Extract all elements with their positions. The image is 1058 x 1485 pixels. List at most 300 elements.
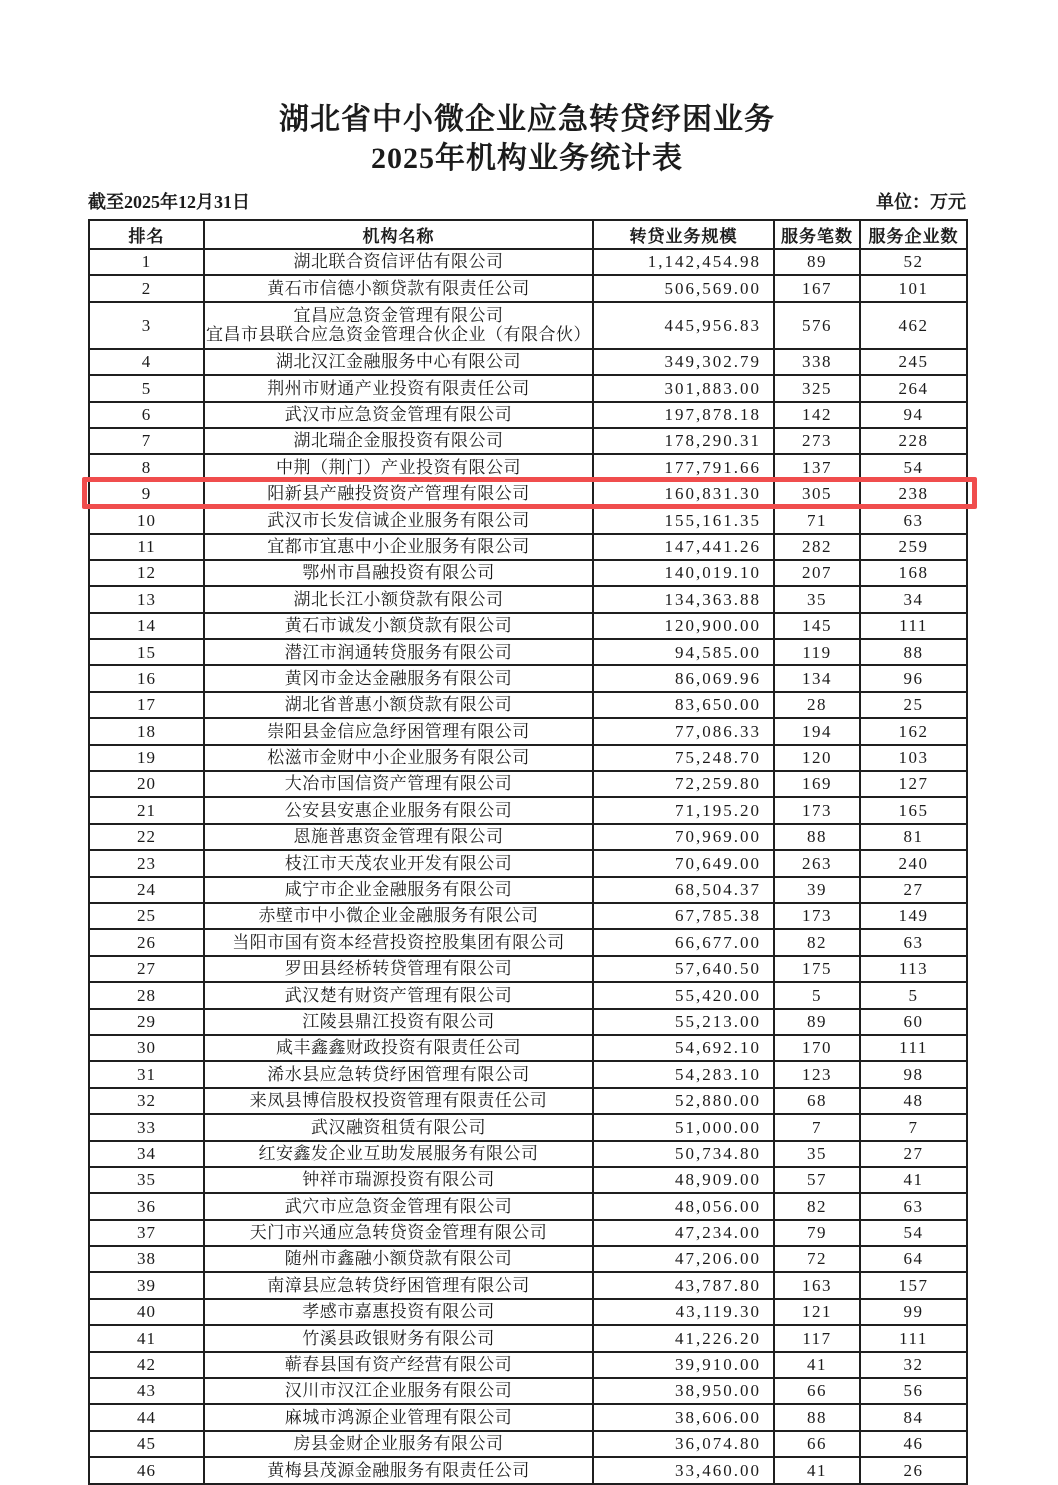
- scale-cell: 55,420.00: [593, 982, 774, 1008]
- count-cell: 338: [774, 349, 860, 375]
- rank-cell: 33: [89, 1114, 204, 1140]
- name-cell: [204, 1193, 593, 1219]
- name-cell: [204, 1220, 593, 1246]
- rank-cell: 45: [89, 1431, 204, 1457]
- table-row: [89, 824, 967, 850]
- count-cell: 119: [774, 639, 860, 665]
- rank-cell: 3: [89, 302, 204, 349]
- enterprise-count-cell: 48: [860, 1088, 967, 1114]
- count-cell: 137: [774, 454, 860, 480]
- scale-cell: 301,883.00: [593, 375, 774, 401]
- rank-cell: 14: [89, 613, 204, 639]
- institution-name: 孝感市嘉惠投资有限公司: [302, 1302, 495, 1322]
- institution-name: 黄梅县茂源金融服务有限责任公司: [267, 1460, 530, 1480]
- count-cell: 173: [774, 903, 860, 929]
- enterprise-count-cell: 96: [860, 665, 967, 691]
- table-row: [89, 613, 967, 639]
- rank-cell: 22: [89, 824, 204, 850]
- institution-name: 蕲春县国有资产经营有限公司: [284, 1355, 513, 1375]
- rank-cell: 23: [89, 850, 204, 876]
- institution-name: 江陵县鼎江投资有限公司: [302, 1011, 495, 1031]
- scale-cell: 33,460.00: [593, 1457, 774, 1483]
- rank-cell: 12: [89, 560, 204, 586]
- header-service-count: 服务笔数: [774, 220, 860, 249]
- count-cell: 41: [774, 1352, 860, 1378]
- scale-cell: 75,248.70: [593, 745, 774, 771]
- count-cell: 66: [774, 1378, 860, 1404]
- institution-name: 湖北瑞企金服投资有限公司: [293, 431, 504, 451]
- enterprise-count-cell: 228: [860, 428, 967, 454]
- institution-name: 潜江市润通转贷服务有限公司: [284, 642, 513, 662]
- rank-cell: 25: [89, 903, 204, 929]
- rank-cell: 32: [89, 1088, 204, 1114]
- enterprise-count-cell: 41: [860, 1167, 967, 1193]
- enterprise-count-cell: 63: [860, 1193, 967, 1219]
- rank-cell: 4: [89, 349, 204, 375]
- institution-name: 赤壁市中小微企业金融服务有限公司: [258, 906, 539, 926]
- rank-cell: 11: [89, 534, 204, 560]
- name-cell: [204, 903, 593, 929]
- count-cell: 66: [774, 1431, 860, 1457]
- table-row: [89, 275, 967, 301]
- rank-cell: 20: [89, 771, 204, 797]
- count-cell: 325: [774, 375, 860, 401]
- institution-name: 房县金财企业服务有限公司: [293, 1434, 504, 1454]
- enterprise-count-cell: 111: [860, 1325, 967, 1351]
- table-row: [89, 1431, 967, 1457]
- table-row: [89, 507, 967, 533]
- name-cell: [204, 1088, 593, 1114]
- enterprise-count-cell: 56: [860, 1378, 967, 1404]
- enterprise-count-cell: 81: [860, 824, 967, 850]
- table-row: [89, 349, 967, 375]
- count-cell: 39: [774, 877, 860, 903]
- rank-cell: 5: [89, 375, 204, 401]
- scale-cell: 77,086.33: [593, 718, 774, 744]
- table-row: [89, 1299, 967, 1325]
- table-row: [89, 428, 967, 454]
- scale-cell: 71,195.20: [593, 797, 774, 823]
- count-cell: 305: [774, 481, 860, 507]
- name-cell: [204, 877, 593, 903]
- institution-name: 天门市兴通应急转贷资金管理有限公司: [249, 1223, 548, 1243]
- count-cell: 142: [774, 402, 860, 428]
- scale-cell: 349,302.79: [593, 349, 774, 375]
- enterprise-count-cell: 54: [860, 454, 967, 480]
- enterprise-count-cell: 60: [860, 1009, 967, 1035]
- scale-cell: 36,074.80: [593, 1431, 774, 1457]
- count-cell: 175: [774, 956, 860, 982]
- count-cell: 173: [774, 797, 860, 823]
- enterprise-count-cell: 27: [860, 1141, 967, 1167]
- table-row: [89, 481, 967, 507]
- table-body: [89, 249, 967, 1484]
- rank-cell: 8: [89, 454, 204, 480]
- scale-cell: 134,363.88: [593, 586, 774, 612]
- table-row: [89, 929, 967, 955]
- institution-name: 黄石市诚发小额贷款有限公司: [284, 616, 513, 636]
- scale-cell: 48,909.00: [593, 1167, 774, 1193]
- rank-cell: 13: [89, 586, 204, 612]
- scale-cell: 70,649.00: [593, 850, 774, 876]
- table-row: [89, 665, 967, 691]
- institution-name: 宜都市宜惠中小企业服务有限公司: [267, 536, 530, 556]
- name-cell: [204, 1061, 593, 1087]
- scale-cell: 68,504.37: [593, 877, 774, 903]
- count-cell: 88: [774, 1404, 860, 1430]
- count-cell: 263: [774, 850, 860, 876]
- name-cell: [204, 428, 593, 454]
- rank-cell: 41: [89, 1325, 204, 1351]
- scale-cell: 445,956.83: [593, 302, 774, 349]
- institution-name: 阳新县产融投资资产管理有限公司: [267, 484, 530, 504]
- enterprise-count-cell: 165: [860, 797, 967, 823]
- title-line-1: 湖北省中小微企业应急转贷纾困业务: [279, 103, 775, 136]
- enterprise-count-cell: 245: [860, 349, 967, 375]
- name-cell: [204, 956, 593, 982]
- unit-label: 单位：万元: [876, 192, 966, 212]
- count-cell: 117: [774, 1325, 860, 1351]
- name-cell: [204, 454, 593, 480]
- rank-cell: 46: [89, 1457, 204, 1483]
- scale-cell: 47,206.00: [593, 1246, 774, 1272]
- table-row: [89, 1352, 967, 1378]
- institution-name: 湖北汉江金融服务中心有限公司: [276, 352, 521, 372]
- table-meta: [88, 188, 966, 214]
- name-cell: [204, 824, 593, 850]
- count-cell: 72: [774, 1246, 860, 1272]
- institution-name: 黄石市信德小额贷款有限责任公司: [267, 278, 530, 298]
- enterprise-count-cell: 149: [860, 903, 967, 929]
- enterprise-count-cell: 63: [860, 929, 967, 955]
- name-cell: [204, 349, 593, 375]
- institution-name: 宜昌应急资金管理有限公司: [293, 305, 504, 325]
- count-cell: 167: [774, 275, 860, 301]
- name-cell: [204, 1272, 593, 1298]
- enterprise-count-cell: 63: [860, 507, 967, 533]
- page-title: [88, 100, 966, 178]
- scale-cell: 48,056.00: [593, 1193, 774, 1219]
- count-cell: 35: [774, 1141, 860, 1167]
- name-cell: [204, 302, 593, 349]
- name-cell: [204, 1352, 593, 1378]
- name-cell: [204, 249, 593, 275]
- scale-cell: 160,831.30: [593, 481, 774, 507]
- enterprise-count-cell: 84: [860, 1404, 967, 1430]
- enterprise-count-cell: 99: [860, 1299, 967, 1325]
- institution-name: 竹溪县政银财务有限公司: [302, 1328, 495, 1348]
- name-cell: [204, 771, 593, 797]
- table-row: [89, 586, 967, 612]
- institution-name: 公安县安惠企业服务有限公司: [284, 800, 513, 820]
- enterprise-count-cell: 101: [860, 275, 967, 301]
- enterprise-count-cell: 34: [860, 586, 967, 612]
- rank-cell: 39: [89, 1272, 204, 1298]
- rank-cell: 19: [89, 745, 204, 771]
- rank-cell: 27: [89, 956, 204, 982]
- count-cell: 273: [774, 428, 860, 454]
- institution-name: 麻城市鸿源企业管理有限公司: [284, 1407, 513, 1427]
- table-row: [89, 375, 967, 401]
- name-cell: [204, 1378, 593, 1404]
- name-cell: [204, 613, 593, 639]
- enterprise-count-cell: 88: [860, 639, 967, 665]
- institution-name: 随州市鑫融小额贷款有限公司: [284, 1249, 513, 1269]
- enterprise-count-cell: 27: [860, 877, 967, 903]
- rank-cell: 15: [89, 639, 204, 665]
- name-cell: [204, 797, 593, 823]
- table-row: [89, 1009, 967, 1035]
- name-cell: [204, 1141, 593, 1167]
- enterprise-count-cell: 7: [860, 1114, 967, 1140]
- enterprise-count-cell: 54: [860, 1220, 967, 1246]
- count-cell: 145: [774, 613, 860, 639]
- rank-cell: 44: [89, 1404, 204, 1430]
- scale-cell: 54,283.10: [593, 1061, 774, 1087]
- name-cell: [204, 1246, 593, 1272]
- scale-cell: 67,785.38: [593, 903, 774, 929]
- as-of-date: 截至2025年12月31日: [88, 192, 250, 212]
- rank-cell: 9: [89, 481, 204, 507]
- scale-cell: 197,878.18: [593, 402, 774, 428]
- table-row: [89, 850, 967, 876]
- rank-cell: 36: [89, 1193, 204, 1219]
- table-row: [89, 534, 967, 560]
- name-cell: [204, 481, 593, 507]
- rank-cell: 17: [89, 692, 204, 718]
- name-cell: [204, 586, 593, 612]
- table-row: [89, 1167, 967, 1193]
- enterprise-count-cell: 240: [860, 850, 967, 876]
- count-cell: 79: [774, 1220, 860, 1246]
- rank-cell: 18: [89, 718, 204, 744]
- rank-cell: 16: [89, 665, 204, 691]
- header-rank: 排名: [89, 220, 204, 249]
- institution-name: 湖北长江小额贷款有限公司: [293, 589, 504, 609]
- institution-name: 罗田县经桥转贷管理有限公司: [284, 959, 513, 979]
- institution-name: 武汉楚有财资产管理有限公司: [284, 985, 513, 1005]
- rank-cell: 37: [89, 1220, 204, 1246]
- scale-cell: 140,019.10: [593, 560, 774, 586]
- enterprise-count-cell: 157: [860, 1272, 967, 1298]
- table-row: [89, 1088, 967, 1114]
- scale-cell: 38,950.00: [593, 1378, 774, 1404]
- name-cell: [204, 1114, 593, 1140]
- name-cell: [204, 1167, 593, 1193]
- scale-cell: 43,119.30: [593, 1299, 774, 1325]
- table-row: [89, 1220, 967, 1246]
- table-wrap: [88, 219, 966, 1485]
- scale-cell: 506,569.00: [593, 275, 774, 301]
- count-cell: 123: [774, 1061, 860, 1087]
- scale-cell: 177,791.66: [593, 454, 774, 480]
- name-cell: [204, 1457, 593, 1483]
- enterprise-count-cell: 26: [860, 1457, 967, 1483]
- institution-name: 湖北省普惠小额贷款有限公司: [284, 695, 513, 715]
- rank-cell: 6: [89, 402, 204, 428]
- name-cell: [204, 692, 593, 718]
- institution-name: 来凤县博信股权投资管理有限责任公司: [249, 1091, 548, 1111]
- scale-cell: 57,640.50: [593, 956, 774, 982]
- document-page: [88, 0, 966, 1485]
- table-row: [89, 249, 967, 275]
- enterprise-count-cell: 64: [860, 1246, 967, 1272]
- table-row: [89, 956, 967, 982]
- count-cell: 169: [774, 771, 860, 797]
- rank-cell: 43: [89, 1378, 204, 1404]
- table-row: [89, 560, 967, 586]
- name-cell: [204, 718, 593, 744]
- table-row: [89, 402, 967, 428]
- institution-name: 湖北联合资信评估有限公司: [293, 252, 504, 272]
- rank-cell: 40: [89, 1299, 204, 1325]
- count-cell: 88: [774, 824, 860, 850]
- enterprise-count-cell: 264: [860, 375, 967, 401]
- name-cell: [204, 745, 593, 771]
- rank-cell: 30: [89, 1035, 204, 1061]
- count-cell: 35: [774, 586, 860, 612]
- scale-cell: 55,213.00: [593, 1009, 774, 1035]
- enterprise-count-cell: 94: [860, 402, 967, 428]
- enterprise-count-cell: 168: [860, 560, 967, 586]
- table-row: [89, 639, 967, 665]
- name-cell: [204, 929, 593, 955]
- rank-cell: 35: [89, 1167, 204, 1193]
- count-cell: 121: [774, 1299, 860, 1325]
- institution-name: 松滋市金财中小企业服务有限公司: [267, 748, 530, 768]
- name-cell: [204, 560, 593, 586]
- name-cell: [204, 534, 593, 560]
- table-row: [89, 718, 967, 744]
- scale-cell: 155,161.35: [593, 507, 774, 533]
- count-cell: 7: [774, 1114, 860, 1140]
- count-cell: 28: [774, 692, 860, 718]
- name-cell: [204, 1009, 593, 1035]
- scale-cell: 72,259.80: [593, 771, 774, 797]
- table-row: [89, 903, 967, 929]
- count-cell: 82: [774, 929, 860, 955]
- institution-name: 汉川市汉江企业服务有限公司: [284, 1381, 513, 1401]
- enterprise-count-cell: 162: [860, 718, 967, 744]
- table-row: [89, 1325, 967, 1351]
- institution-name: 咸丰鑫鑫财政投资有限责任公司: [276, 1038, 521, 1058]
- scale-cell: 54,692.10: [593, 1035, 774, 1061]
- institution-name: 黄冈市金达金融服务有限公司: [284, 668, 513, 688]
- table-row: [89, 1378, 967, 1404]
- institution-name: 咸宁市企业金融服务有限公司: [284, 880, 513, 900]
- table-row: [89, 1061, 967, 1087]
- name-cell: [204, 850, 593, 876]
- scale-cell: 70,969.00: [593, 824, 774, 850]
- table-row: [89, 1193, 967, 1219]
- institution-name: 崇阳县金信应急纾困管理有限公司: [267, 721, 530, 741]
- scale-cell: 51,000.00: [593, 1114, 774, 1140]
- count-cell: 57: [774, 1167, 860, 1193]
- rank-cell: 34: [89, 1141, 204, 1167]
- scale-cell: 39,910.00: [593, 1352, 774, 1378]
- table-row: [89, 1404, 967, 1430]
- rank-cell: 29: [89, 1009, 204, 1035]
- institution-name: 宜昌市县联合应急资金管理合伙企业（有限合伙）: [206, 325, 591, 345]
- count-cell: 89: [774, 249, 860, 275]
- table-row: [89, 745, 967, 771]
- count-cell: 120: [774, 745, 860, 771]
- count-cell: 207: [774, 560, 860, 586]
- rank-cell: 10: [89, 507, 204, 533]
- scale-cell: 41,226.20: [593, 1325, 774, 1351]
- institution-name: 鄂州市昌融投资有限公司: [302, 563, 495, 583]
- enterprise-count-cell: 52: [860, 249, 967, 275]
- scale-cell: 1,142,454.98: [593, 249, 774, 275]
- enterprise-count-cell: 238: [860, 481, 967, 507]
- table-row: [89, 877, 967, 903]
- table-row: [89, 797, 967, 823]
- scale-cell: 43,787.80: [593, 1272, 774, 1298]
- institution-name: 钟祥市瑞源投资有限公司: [302, 1170, 495, 1190]
- enterprise-count-cell: 103: [860, 745, 967, 771]
- statistics-table: [88, 219, 968, 1485]
- rank-cell: 42: [89, 1352, 204, 1378]
- name-cell: [204, 1299, 593, 1325]
- name-cell: [204, 1035, 593, 1061]
- scale-cell: 47,234.00: [593, 1220, 774, 1246]
- scale-cell: 52,880.00: [593, 1088, 774, 1114]
- count-cell: 5: [774, 982, 860, 1008]
- institution-name: 红安鑫发企业互助发展服务有限公司: [258, 1143, 539, 1163]
- rank-cell: 38: [89, 1246, 204, 1272]
- table-row: [89, 692, 967, 718]
- enterprise-count-cell: 111: [860, 1035, 967, 1061]
- enterprise-count-cell: 32: [860, 1352, 967, 1378]
- scale-cell: 147,441.26: [593, 534, 774, 560]
- institution-name: 武汉市应急资金管理有限公司: [284, 404, 513, 424]
- table-row: [89, 1035, 967, 1061]
- name-cell: [204, 982, 593, 1008]
- enterprise-count-cell: 462: [860, 302, 967, 349]
- enterprise-count-cell: 98: [860, 1061, 967, 1087]
- rank-cell: 21: [89, 797, 204, 823]
- name-cell: [204, 639, 593, 665]
- count-cell: 82: [774, 1193, 860, 1219]
- rank-cell: 31: [89, 1061, 204, 1087]
- institution-name: 南漳县应急转贷纾困管理有限公司: [267, 1275, 530, 1295]
- institution-name: 枝江市天茂农业开发有限公司: [284, 853, 513, 873]
- scale-cell: 50,734.80: [593, 1141, 774, 1167]
- institution-name: 武穴市应急资金管理有限公司: [284, 1196, 513, 1216]
- enterprise-count-cell: 259: [860, 534, 967, 560]
- table-row: [89, 771, 967, 797]
- count-cell: 576: [774, 302, 860, 349]
- rank-cell: 2: [89, 275, 204, 301]
- count-cell: 68: [774, 1088, 860, 1114]
- count-cell: 194: [774, 718, 860, 744]
- enterprise-count-cell: 111: [860, 613, 967, 639]
- scale-cell: 120,900.00: [593, 613, 774, 639]
- name-cell: [204, 1431, 593, 1457]
- scale-cell: 94,585.00: [593, 639, 774, 665]
- rank-cell: 26: [89, 929, 204, 955]
- institution-name: 武汉融资租赁有限公司: [311, 1117, 486, 1137]
- name-cell: [204, 507, 593, 533]
- scale-cell: 66,677.00: [593, 929, 774, 955]
- enterprise-count-cell: 25: [860, 692, 967, 718]
- table-row: [89, 1457, 967, 1483]
- scale-cell: 38,606.00: [593, 1404, 774, 1430]
- header-row: [89, 220, 967, 249]
- institution-name: 当阳市国有资本经营投资控股集团有限公司: [232, 932, 565, 952]
- institution-name: 浠水县应急转贷纾困管理有限公司: [267, 1064, 530, 1084]
- institution-name: 中荆（荆门）产业投资有限公司: [276, 457, 521, 477]
